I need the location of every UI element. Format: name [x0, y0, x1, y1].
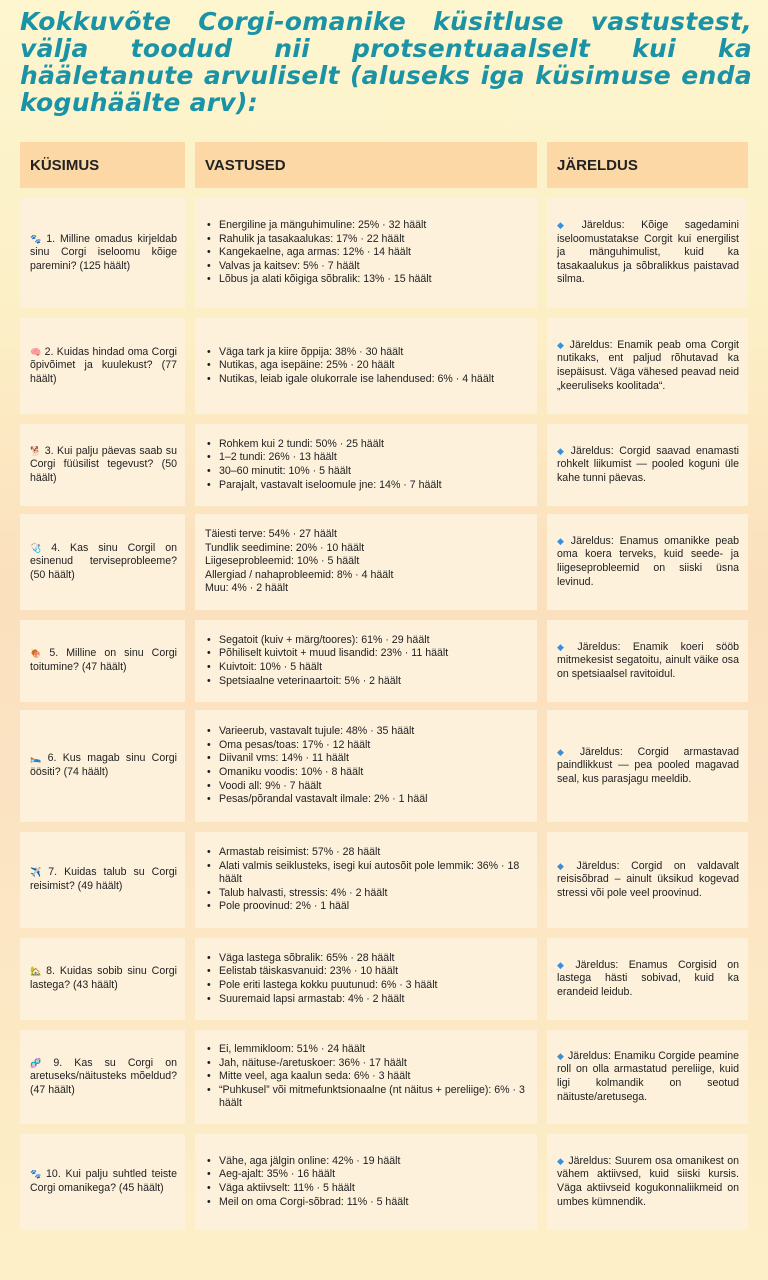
answer-item: • Kangekaelne, aga armas: 12% · 14 häält	[205, 246, 527, 260]
answer-item: • Nutikas, leiab igale olukorrale ise lahendused: 6% · 4 häält	[205, 373, 527, 387]
answer-item: • Pesas/põrandal vastavalt ilmale: 2% · 1 hääl	[205, 793, 527, 807]
answer-item: • Armastab reisimist: 57% · 28 häält	[205, 846, 527, 860]
question-cell	[20, 620, 185, 702]
question-text: 7. Kuidas talub su Corgi reisimist? (49 häält)	[30, 866, 177, 892]
conclusion-text: Järeldus: Kõige sagedamini iseloomustatakse Corgit kui energilist ja mänguhimulist, kuid ka tasakaalukus ja sõbralikkus paistavad silma.	[557, 219, 739, 286]
answer-item: • Aeg-ajalt: 35% · 16 häält	[205, 1168, 527, 1182]
answer-item: • Omaniku voodis: 10% · 8 häält	[205, 766, 527, 780]
answer-item: • 1–2 tundi: 26% · 13 häält	[205, 451, 527, 465]
bed-icon: 🛌	[30, 753, 45, 764]
question-cell	[20, 1134, 185, 1230]
answer-item: • Jah, näituse-/aretuskoer: 36% · 17 häält	[205, 1057, 527, 1071]
diamond-icon: ◆	[557, 959, 572, 970]
header-answers: VASTUSED	[195, 142, 537, 188]
answer-item: • Voodi all: 9% · 7 häält	[205, 780, 527, 794]
answer-item: • Mitte veel, aga kaalun seda: 6% · 3 häält	[205, 1070, 527, 1084]
answer-item: Allergiad / nahaprobleemid: 8% · 4 häält	[205, 568, 394, 581]
paw-icon: 🐾	[30, 1169, 44, 1180]
answer-item: • Rohkem kui 2 tundi: 50% · 25 häält	[205, 438, 527, 452]
question-text: 4. Kas sinu Corgil on esinenud terviseprobleeme? (50 häält)	[30, 541, 177, 581]
answers-cell	[195, 424, 537, 506]
conclusion-cell	[547, 832, 748, 928]
diamond-icon: ◆	[557, 860, 573, 871]
question-text: 2. Kuidas hindad oma Corgi õpivõimet ja kuulekust? (77 häält)	[30, 345, 177, 385]
page-title: Kokkuvõte Corgi-omanike küsitluse vastustest, välja toodud nii protsentuaalselt kui ka hääletanute arvuliselt (aluseks iga küsimuse enda koguhäälte arv):	[20, 7, 752, 117]
conclusion-text: Järeldus: Enamik koeri sööb mitmekesist segatoitu, ainult väike osa on spetsiaalsel ravitoidul.	[557, 640, 739, 680]
answer-item: • Spetsiaalne veterinaartoit: 5% · 2 häält	[205, 675, 527, 689]
diamond-icon: ◆	[557, 339, 566, 350]
conclusion-cell	[547, 198, 748, 308]
answer-item: • Meil on oma Corgi-sõbrad: 11% · 5 häält	[205, 1196, 527, 1210]
brain-icon: 🧠	[30, 346, 42, 357]
answer-list	[205, 1043, 527, 1111]
answers-cell	[195, 318, 537, 414]
answer-item: • Suuremaid lapsi armastab: 4% · 2 häält	[205, 993, 527, 1007]
question-cell	[20, 514, 185, 610]
question-cell	[20, 710, 185, 822]
food-icon: 🍖	[30, 648, 47, 659]
question-cell	[20, 198, 185, 308]
question-text: 5. Milline on sinu Corgi toitumine? (47 häält)	[30, 647, 177, 673]
answer-item: • Alati valmis seiklusteks, isegi kui autosõit pole lemmik: 36% · 18 häält	[205, 860, 527, 887]
answer-item: • “Puhkusel” või mitmefunktsionaalne (nt näitus + pereliige): 6% · 3 häält	[205, 1084, 527, 1111]
answer-item: • Segatoit (kuiv + märg/toores): 61% · 29 häält	[205, 634, 527, 648]
conclusion-cell	[547, 1030, 748, 1124]
question-cell	[20, 1030, 185, 1124]
answer-item: Tundlik seedimine: 20% · 10 häält	[205, 541, 365, 554]
conclusion-text: Järeldus: Enamus omanikke peab oma koera terveks, kuid seede- ja liigeseprobleemid on siiski üsna levinud.	[557, 534, 739, 588]
diamond-icon: ◆	[557, 746, 576, 757]
answer-item: • Pole proovinud: 2% · 1 hääl	[205, 900, 527, 914]
conclusion-text: Järeldus: Suurem osa omanikest on vähem aktiivsed, kuid siiski kursis. Väga aktiivseid kogukonnaliikmeid on umbes kümnendik.	[557, 1154, 740, 1208]
header-conclusion: JÄRELDUS	[547, 142, 748, 188]
answer-item: Muu: 4% · 2 häält	[205, 582, 289, 595]
answer-item: • Talub halvasti, stressis: 4% · 2 häält	[205, 887, 527, 901]
question-text: 3. Kui palju päevas saab su Corgi füüsilist tegevust? (50 häält)	[30, 444, 177, 484]
header-question: KÜSIMUS	[20, 142, 185, 188]
house-icon: 🏡	[30, 966, 44, 977]
answer-item: • Kuivtoit: 10% · 5 häält	[205, 661, 527, 675]
answer-item: • Ei, lemmikloom: 51% · 24 häält	[205, 1043, 527, 1057]
conclusion-cell	[547, 938, 748, 1020]
answers-cell	[195, 514, 537, 610]
answer-list	[205, 634, 527, 688]
answer-list	[205, 528, 527, 596]
dna-icon: 🧬	[30, 1057, 51, 1068]
answer-item: • Nutikas, aga isepäine: 25% · 20 häält	[205, 359, 527, 373]
answer-item: • Lõbus ja alati kõigiga sõbralik: 13% · 15 häält	[205, 273, 527, 287]
answers-cell	[195, 710, 537, 822]
answers-cell	[195, 1030, 537, 1124]
answer-item: • Väga aktiivselt: 11% · 5 häält	[205, 1182, 527, 1196]
answer-item: • Valvas ja kaitsev: 5% · 7 häält	[205, 260, 527, 274]
answer-item: • Eelistab täiskasvanuid: 23% · 10 häält	[205, 965, 527, 979]
conclusion-text: Järeldus: Corgid saavad enamasti rohkelt liikumist — pooled koguni üle kahe tunni päevas.	[557, 444, 740, 484]
question-cell	[20, 938, 185, 1020]
conclusion-cell	[547, 318, 748, 414]
answers-cell	[195, 938, 537, 1020]
answer-item: • Pole eriti lastega kokku puutunud: 6% · 3 häält	[205, 979, 527, 993]
answer-list	[205, 725, 527, 807]
question-cell	[20, 318, 185, 414]
conclusion-cell	[547, 710, 748, 822]
answer-item: • Väga lastega sõbralik: 65% · 28 häält	[205, 952, 527, 966]
stethoscope-icon: 🩺	[30, 542, 49, 553]
answer-item: • Diivanil vms: 14% · 11 häält	[205, 752, 527, 766]
conclusion-cell	[547, 514, 748, 610]
question-text: 8. Kuidas sobib sinu Corgi lastega? (43 häält)	[30, 965, 177, 991]
conclusion-cell	[547, 424, 748, 506]
conclusion-text: Järeldus: Enamiku Corgide peamine roll on olla armastatud pereliige, kuid ligi kolmandik on seotud näituste/aretusega.	[557, 1049, 739, 1103]
diamond-icon: ◆	[557, 641, 574, 652]
answer-item: Liigeseprobleemid: 10% · 5 häält	[205, 555, 360, 568]
question-text: 6. Kus magab sinu Corgi öösiti? (74 häält)	[30, 752, 177, 778]
question-text: 10. Kui palju suhtled teiste Corgi omanikega? (45 häält)	[30, 1168, 177, 1194]
answer-list	[205, 219, 527, 287]
answer-list	[205, 1155, 527, 1209]
diamond-icon: ◆	[557, 445, 567, 456]
diamond-icon: ◆	[557, 1050, 564, 1061]
conclusion-text: Järeldus: Enamik peab oma Corgit nutikaks, ent paljud rõhutavad ka isepäisust. Väga vähesed peavad neid „keeruliseks koolitada“.	[557, 338, 739, 392]
answer-item: • Põhiliselt kuivtoit + muud lisandid: 23% · 11 häält	[205, 647, 527, 661]
diamond-icon: ◆	[557, 220, 578, 231]
diamond-icon: ◆	[557, 535, 567, 546]
answers-cell	[195, 620, 537, 702]
answer-item: • Varieerub, vastavalt tujule: 48% · 35 häält	[205, 725, 527, 739]
conclusion-cell	[547, 1134, 748, 1230]
answer-item: • Väga tark ja kiire õppija: 38% · 30 häält	[205, 346, 527, 360]
answer-item: • Parajalt, vastavalt iseloomule jne: 14% · 7 häält	[205, 479, 527, 493]
answer-list	[205, 346, 527, 387]
conclusion-text: Järeldus: Corgid on valdavalt reisisõbrad – ainult üksikud kogevad stressi või pole veel proovinud.	[557, 859, 740, 899]
answer-item: Täiesti terve: 54% · 27 häält	[205, 528, 337, 541]
answer-list	[205, 952, 527, 1006]
airplane-icon: ✈️	[30, 867, 46, 878]
answer-item: • 30–60 minutit: 10% · 5 häält	[205, 465, 527, 479]
answer-item: • Vähe, aga jälgin online: 42% · 19 häält	[205, 1155, 527, 1169]
paw-icon: 🐾	[30, 233, 44, 244]
conclusion-text: Järeldus: Corgid armastavad paindlikkust — pea pooled magavad seal, kus parasjagu meeldib.	[557, 745, 740, 785]
question-text: 1. Milline omadus kirjeldab sinu Corgi iseloomu kõige paremini? (125 häält)	[30, 232, 177, 272]
dog-icon: 🐕	[30, 445, 42, 456]
answer-item: • Energiline ja mänguhimuline: 25% · 32 häält	[205, 219, 527, 233]
question-text: 9. Kas su Corgi on aretuseks/näitusteks mõeldud? (47 häält)	[30, 1056, 177, 1096]
answer-list	[205, 438, 527, 492]
answers-cell	[195, 832, 537, 928]
diamond-icon: ◆	[557, 1155, 565, 1166]
answer-item: • Rahulik ja tasakaalukas: 17% · 22 häält	[205, 233, 527, 247]
conclusion-cell	[547, 620, 748, 702]
conclusion-text: Järeldus: Enamus Corgisid on lastega hästi sobivad, kuid ka erandeid leidub.	[557, 958, 739, 998]
answers-cell	[195, 198, 537, 308]
answer-item: • Oma pesas/toas: 17% · 12 häält	[205, 739, 527, 753]
answers-cell	[195, 1134, 537, 1230]
question-cell	[20, 424, 185, 506]
answer-list	[205, 846, 527, 914]
question-cell	[20, 832, 185, 928]
